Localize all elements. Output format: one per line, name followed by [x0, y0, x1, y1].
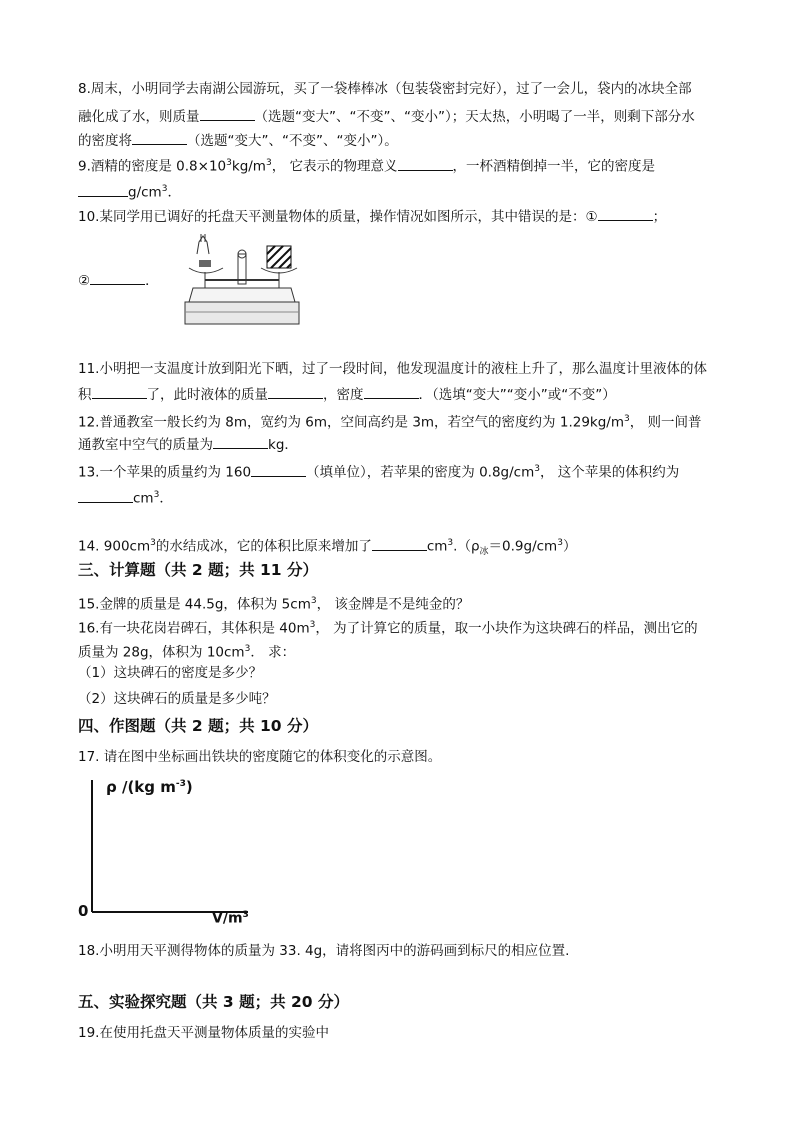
y-axis-label-text: ρ /(kg m: [106, 778, 176, 796]
q13-text-2a: cm: [133, 490, 154, 507]
q9-line2: [78, 180, 181, 202]
q11-text-2b: 了，此时液体的质量: [146, 387, 268, 403]
q12-sup: 3: [624, 414, 630, 424]
q9-text-1a: 9.酒精的密度是 0.8×10: [78, 158, 227, 175]
q12-line1: [78, 410, 702, 432]
section-5-heading: 五、实验探究题（共 3 题；共 20 分）: [78, 993, 349, 1011]
axes-drawing: [76, 772, 252, 932]
left-pan: [189, 268, 223, 273]
q15-text-a: 15.金牌的质量是 44.5g，体积为 5cm: [78, 596, 311, 613]
q10-answer-blank-1[interactable]: [598, 206, 653, 221]
q10-answer-blank-2[interactable]: [90, 270, 145, 285]
q9-line1: [78, 154, 655, 176]
q14-text-c: cm: [426, 538, 448, 555]
y-axis-label: [106, 778, 193, 796]
q11-text-2c: ，密度: [323, 387, 364, 403]
q8-text-3a: 的密度将: [78, 133, 132, 149]
q15-text-b: ， 该金牌是不是纯金的？: [316, 596, 470, 613]
q12-text-2a: 通教室中空气的质量为: [78, 437, 213, 453]
q14-text-e: ＝0.9g/cm: [488, 538, 558, 555]
q14-sup-2: 3: [447, 538, 454, 548]
q8-answer-blank-1[interactable]: [200, 106, 255, 121]
q11-answer-blank-3[interactable]: [364, 384, 419, 399]
q11-text-2a: 积: [78, 387, 92, 403]
q13-line1: [78, 460, 679, 482]
q9-sup-3: 3: [161, 184, 168, 194]
q9-sup-1: 3: [226, 158, 232, 168]
weights-on-left-pan: [199, 260, 211, 267]
q11-line1: [78, 360, 707, 378]
q11-line2: [78, 384, 616, 404]
q11-answer-blank-2[interactable]: [268, 384, 323, 399]
q13-answer-blank-1[interactable]: [251, 462, 306, 477]
q12-line2: [78, 434, 298, 454]
q9-answer-blank-1[interactable]: [398, 156, 453, 171]
q8-line3: [78, 130, 398, 150]
x-axis-label-text: V/m: [212, 910, 243, 927]
q12-text-1b: ， 则一间普: [629, 414, 702, 431]
q16-line2: [78, 640, 295, 662]
q11-text-1: 11.小明把一支温度计放到阳光下晒，过了一段时间，他发现温度计的液柱上升了，那么温度计里液体的体: [78, 361, 707, 377]
q8-answer-blank-2[interactable]: [132, 130, 187, 145]
q8-line2: [78, 106, 695, 126]
section-3-heading: 三、计算题（共 2 题；共 11 分）: [78, 561, 318, 579]
q12-text-2b: kg．: [268, 437, 298, 453]
q16-text-1a: 16.有一块花岗岩碑石，其体积是 40m: [78, 620, 310, 637]
q9-text-1b: kg/m: [231, 158, 266, 175]
hand-icon: [197, 234, 209, 254]
q16-text-1b: ， 为了计算它的质量，取一小块作为这块碑石的样品，测出它的: [315, 620, 698, 637]
q13-sup-1: 3: [534, 464, 540, 474]
scale-base: [189, 288, 295, 302]
q17-axes-figure: [76, 772, 252, 932]
q16-line1: [78, 616, 698, 638]
q13-text-1c: ， 这个苹果的体积约为: [539, 464, 680, 481]
q14-text-b: 的水结成冰，它的体积比原来增加了: [155, 538, 372, 555]
q13-answer-blank-2[interactable]: [78, 488, 133, 503]
q9-text-1d: ，一杯酒精倒掉一半，它的密度是: [452, 158, 655, 175]
q10-line2: [78, 270, 159, 290]
x-axis-label: [212, 910, 249, 927]
q12-text-1a: 12.普通教室一般长约为 8m，宽约为 6m，空间高约是 3m，若空气的密度约为 1.29kg/m: [78, 414, 624, 431]
q11-text-2d: ．（选填“变大”“变小”或“不变”）: [418, 387, 616, 403]
x-axis-label-sup: 3: [242, 910, 249, 920]
q8-text-2b: （选题“变大”、“不变”、“变小”）；天太热，小明喝了一半，则剩下部分水: [254, 109, 695, 125]
q13-text-2b: ．: [159, 490, 173, 507]
scale-platform: [185, 302, 299, 324]
q9-text-2a: g/cm: [128, 184, 162, 201]
q8-text-2a: 融化成了水，则质量: [78, 109, 200, 125]
q14-text-f: ）: [562, 538, 577, 555]
q10-text-1a: 10.某同学用已调好的托盘天平测量物体的质量，操作情况如图所示，其中错误的是：①: [78, 209, 598, 225]
q16-text-2a: 质量为 28g，体积为 10cm: [78, 644, 245, 661]
q13-sup-2: 3: [153, 490, 160, 500]
q9-text-2b: ．: [167, 184, 181, 201]
q16-sup-2: 3: [244, 644, 251, 654]
balance-scale-figure: [183, 232, 301, 328]
q9-answer-blank-2[interactable]: [78, 182, 128, 197]
q15-line: [78, 592, 469, 614]
q16-sub2: （2）这块碑石的质量是多少吨？: [78, 691, 276, 707]
section-4-heading: 四、作图题（共 2 题；共 10 分）: [78, 717, 318, 735]
q9-sup-2: 3: [265, 158, 272, 168]
q13-line2: [78, 486, 173, 508]
q17-text: 17. 请在图中坐标画出铁块的密度随它的体积变化的示意图。: [78, 749, 442, 765]
q11-answer-blank-1[interactable]: [92, 384, 147, 399]
q16-text-2b: ． 求：: [250, 644, 296, 661]
q14-sup-1: 3: [150, 538, 156, 548]
q16-sup-1: 3: [309, 620, 316, 630]
q14-answer-blank[interactable]: [372, 536, 427, 551]
q9-text-1c: ， 它表示的物理意义: [271, 158, 398, 175]
q8-line1: [78, 80, 692, 98]
q8-text-3b: （选题“变大”、“不变”、“变小”）。: [187, 133, 398, 149]
q15-sup: 3: [310, 596, 317, 606]
q10-line1: [78, 206, 666, 226]
q14-sup-3: 3: [557, 538, 563, 548]
q10-text-2b: ．: [145, 273, 159, 289]
q19-text: 19.在使用托盘天平测量物体质量的实验中: [78, 1025, 329, 1041]
q13-text-1a: 13.一个苹果的质量约为 160: [78, 464, 252, 481]
q10-text-1b: ；: [652, 209, 667, 225]
q14-text-d: .（ρ: [453, 538, 480, 555]
q12-answer-blank[interactable]: [213, 434, 268, 449]
q14-sub: 冰: [479, 547, 489, 558]
q10-text-2a: ②: [78, 273, 91, 289]
q18-text: 18.小明用天平测得物体的质量为 33. 4g，请将图丙中的游码画到标尺的相应位置.: [78, 943, 570, 959]
q8-text-1: 8.周末，小明同学去南湖公园游玩，买了一袋棒棒冰（包装袋密封完好），过了一会儿，袋内的冰块全部: [78, 81, 692, 97]
origin-label: 0: [78, 902, 89, 920]
q13-text-1b: （填单位），若苹果的密度为 0.8g/cm: [306, 464, 535, 481]
q16-sub1: （1）这块碑石的密度是多少？: [78, 665, 263, 681]
q14-text-a: 14. 900cm: [78, 538, 151, 555]
y-axis-label-end: ): [185, 778, 193, 796]
y-axis-label-sup: -3: [175, 779, 186, 789]
